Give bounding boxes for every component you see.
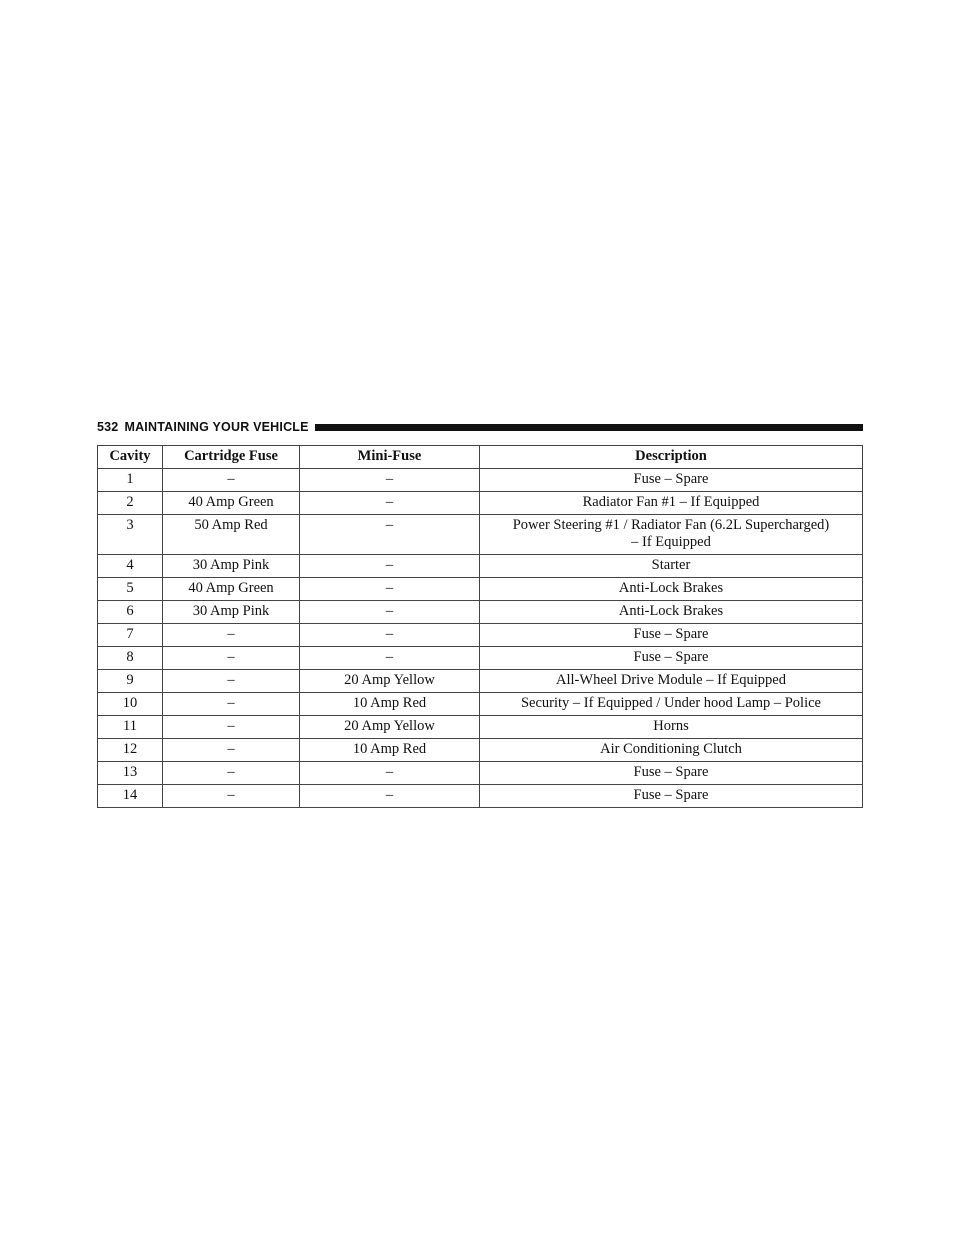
cartridge-fuse-cell: – [163,762,300,785]
mini-fuse-cell: – [300,785,480,808]
cavity-cell: 6 [98,601,163,624]
cartridge-fuse-cell: – [163,670,300,693]
cavity-cell: 14 [98,785,163,808]
mini-fuse-cell: 10 Amp Red [300,739,480,762]
column-header-description: Description [480,446,863,469]
mini-fuse-cell: 10 Amp Red [300,693,480,716]
table-row [98,670,863,693]
description-cell: Fuse – Spare [480,469,863,492]
description-cell: Air Conditioning Clutch [480,739,863,762]
description-line: – If Equipped [631,534,711,550]
cavity-cell: 13 [98,762,163,785]
cavity-cell: 4 [98,555,163,578]
description-cell: Fuse – Spare [480,647,863,670]
cavity-cell: 11 [98,716,163,739]
mini-fuse-cell: – [300,601,480,624]
cartridge-fuse-cell: 40 Amp Green [163,492,300,515]
table-body [98,469,863,808]
mini-fuse-cell: – [300,515,480,555]
cavity-cell: 9 [98,670,163,693]
description-cell [480,515,863,555]
cavity-cell: 1 [98,469,163,492]
description-cell: Fuse – Spare [480,785,863,808]
cartridge-fuse-cell: – [163,647,300,670]
table-row [98,469,863,492]
cartridge-fuse-cell: – [163,469,300,492]
cavity-cell: 10 [98,693,163,716]
cavity-cell: 5 [98,578,163,601]
description-cell: Anti-Lock Brakes [480,601,863,624]
cartridge-fuse-cell: – [163,624,300,647]
table-row [98,578,863,601]
mini-fuse-cell: – [300,555,480,578]
mini-fuse-cell: 20 Amp Yellow [300,670,480,693]
table-row [98,647,863,670]
mini-fuse-cell: – [300,492,480,515]
cavity-cell: 7 [98,624,163,647]
table-row [98,785,863,808]
table-row [98,693,863,716]
description-cell: All-Wheel Drive Module – If Equipped [480,670,863,693]
mini-fuse-cell: 20 Amp Yellow [300,716,480,739]
section-title: MAINTAINING YOUR VEHICLE [124,420,309,434]
description-cell: Anti-Lock Brakes [480,578,863,601]
table-row [98,555,863,578]
description-line: Power Steering #1 / Radiator Fan (6.2L Supercharged) [512,517,830,533]
table-row [98,601,863,624]
description-cell: Security – If Equipped / Under hood Lamp – Police [480,693,863,716]
table-row [98,762,863,785]
description-cell: Starter [480,555,863,578]
cartridge-fuse-cell: 30 Amp Pink [163,555,300,578]
column-header-cartridge-fuse: Cartridge Fuse [163,446,300,469]
cartridge-fuse-cell: 50 Amp Red [163,515,300,555]
description-cell: Fuse – Spare [480,762,863,785]
cartridge-fuse-cell: 30 Amp Pink [163,601,300,624]
cartridge-fuse-cell: – [163,693,300,716]
description-cell: Radiator Fan #1 – If Equipped [480,492,863,515]
column-header-cavity: Cavity [98,446,163,469]
cavity-cell: 2 [98,492,163,515]
table-row [98,624,863,647]
mini-fuse-cell: – [300,469,480,492]
table-row [98,716,863,739]
mini-fuse-cell: – [300,578,480,601]
table-row [98,515,863,555]
table-row [98,492,863,515]
mini-fuse-cell: – [300,647,480,670]
cartridge-fuse-cell: 40 Amp Green [163,578,300,601]
table-header-row [98,446,863,469]
mini-fuse-cell: – [300,762,480,785]
table-header [98,446,863,469]
cartridge-fuse-cell: – [163,739,300,762]
header-rule [315,424,863,431]
mini-fuse-cell: – [300,624,480,647]
page-header [97,419,863,435]
description-cell: Horns [480,716,863,739]
cartridge-fuse-cell: – [163,716,300,739]
cartridge-fuse-cell: – [163,785,300,808]
table-row [98,739,863,762]
column-header-mini-fuse: Mini-Fuse [300,446,480,469]
cavity-cell: 12 [98,739,163,762]
fuse-table [97,445,863,808]
description-cell: Fuse – Spare [480,624,863,647]
cavity-cell: 3 [98,515,163,555]
page-number: 532 [97,420,119,434]
cavity-cell: 8 [98,647,163,670]
